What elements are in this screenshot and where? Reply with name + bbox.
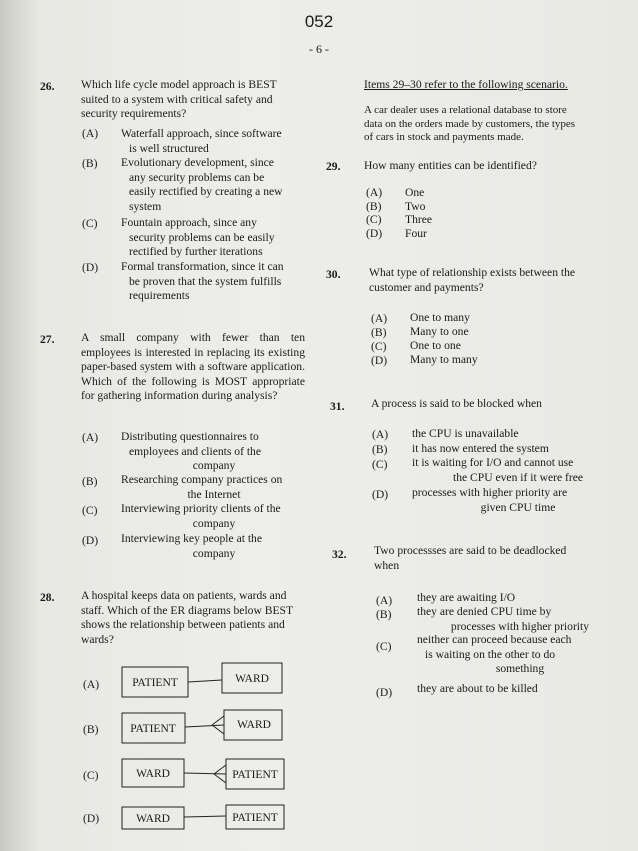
q26-a-text: Waterfall approach, since software is well structured (121, 127, 282, 155)
q30-a-label: (A) (371, 312, 388, 325)
q29-c-text: Three (405, 213, 433, 226)
er-a-left-label: PATIENT (132, 677, 178, 689)
q28-number: 28. (40, 591, 55, 604)
q27-d-label: (D) (82, 534, 99, 547)
q31-a-text: the CPU is unavailable (412, 427, 519, 440)
scenario-text: A car dealer uses a relational database to store data on the orders made by customers, the types of cars in stock and payments made. (364, 104, 576, 143)
q29-a-text: One (405, 186, 425, 199)
q32-a-text: they are awaiting I/O (417, 591, 516, 604)
q32-a-label: (A) (376, 594, 393, 607)
q27-b-label: (B) (82, 475, 98, 488)
q27-d-text: Interviewing key people at the company (121, 532, 263, 560)
q26-b-label: (B) (82, 157, 98, 170)
q31-c-label: (C) (372, 458, 388, 471)
q27-b-text: Researching company practices on the Internet (121, 473, 283, 501)
er-a-right-label: WARD (235, 673, 269, 685)
q27-stem: A small company with fewer than ten employees is interested in replacing its existing paper-based system with a software application. Which of the following is MOST appropriate for gathering information during analysis? (81, 331, 305, 403)
q29-number: 29. (326, 160, 341, 173)
q30-stem: What type of relationship exists between the customer and payments? (369, 266, 576, 294)
q29-c-label: (C) (366, 213, 382, 226)
q29-d-label: (D) (366, 227, 383, 240)
q32-number: 32. (332, 548, 347, 561)
q26-c-label: (C) (82, 217, 98, 230)
q32-b-text: they are denied CPU time by processes with higher priority (417, 605, 590, 633)
q31-d-text: processes with higher priority are given CPU time (412, 486, 568, 514)
er-b-right-label: WARD (237, 719, 271, 731)
q29-d-text: Four (405, 227, 427, 240)
q27-number: 27. (40, 333, 55, 346)
er-d-left-label: WARD (136, 813, 170, 825)
q26-b-text: Evolutionary development, since any security problems can be easily rectified by creating a new system (121, 156, 283, 213)
q30-b-label: (B) (371, 326, 387, 339)
q26-c-text: Fountain approach, since any security problems can be easily rectified by further iterations (121, 216, 275, 259)
q31-d-label: (D) (372, 488, 389, 501)
q29-b-text: Two (405, 200, 426, 213)
q29-b-label: (B) (366, 200, 382, 213)
q30-b-text: Many to one (410, 325, 469, 338)
q27-a-text: Distributing questionnaires to employees and clients of the company (121, 430, 261, 473)
q27-c-text: Interviewing priority clients of the company (121, 502, 281, 530)
q27-a-label: (A) (82, 431, 99, 444)
q32-d-label: (D) (376, 686, 393, 699)
q26-a-label: (A) (82, 127, 99, 140)
q26-number: 26. (40, 80, 55, 93)
q32-b-label: (B) (376, 608, 392, 621)
q32-c-label: (C) (376, 640, 392, 653)
q29-stem: How many entities can be identified? (364, 159, 537, 172)
q28-c-label: (C) (83, 769, 99, 782)
scenario-heading: Items 29–30 refer to the following scenario. (364, 78, 568, 91)
q32-stem: Two processses are said to be deadlocked when (374, 544, 567, 572)
q30-d-text: Many to many (410, 353, 478, 366)
q26-d-label: (D) (82, 261, 99, 274)
page-number: - 6 - (309, 42, 329, 56)
q30-a-text: One to many (410, 311, 470, 324)
q27-c-label: (C) (82, 504, 98, 517)
q30-d-label: (D) (371, 354, 388, 367)
q28-a-label: (A) (83, 678, 100, 691)
er-c-left-label: WARD (136, 768, 170, 780)
q31-b-text: it has now entered the system (412, 442, 549, 455)
er-b-left-label: PATIENT (130, 723, 176, 735)
er-d-right-label: PATIENT (232, 812, 278, 824)
q31-number: 31. (330, 400, 345, 413)
q26-stem: Which life cycle model approach is BEST suited to a system with critical safety and security requirements? (81, 78, 277, 121)
q32-d-text: they are about to be killed (417, 682, 538, 695)
q31-c-text: it is waiting for I/O and cannot use the CPU even if it were free (412, 456, 584, 484)
q28-b-label: (B) (83, 723, 99, 736)
q26-d-text: Formal transformation, since it can be proven that the system fulfills requirements (121, 260, 284, 303)
q31-a-label: (A) (372, 428, 389, 441)
q30-c-label: (C) (371, 340, 387, 353)
q28-d-label: (D) (83, 812, 100, 825)
q30-number: 30. (326, 268, 341, 281)
q31-stem: A process is said to be blocked when (371, 397, 542, 410)
q31-b-label: (B) (372, 443, 388, 456)
q30-c-text: One to one (410, 339, 461, 352)
er-c-right-label: PATIENT (232, 769, 278, 781)
q28-stem: A hospital keeps data on patients, wards and staff. Which of the ER diagrams below BEST shows the relationship between patients and wards? (81, 589, 293, 646)
q29-a-label: (A) (366, 186, 383, 199)
paper-code: 052 (304, 12, 334, 31)
q32-c-text: neither can proceed because each is waiting on the other to do something (417, 633, 572, 676)
